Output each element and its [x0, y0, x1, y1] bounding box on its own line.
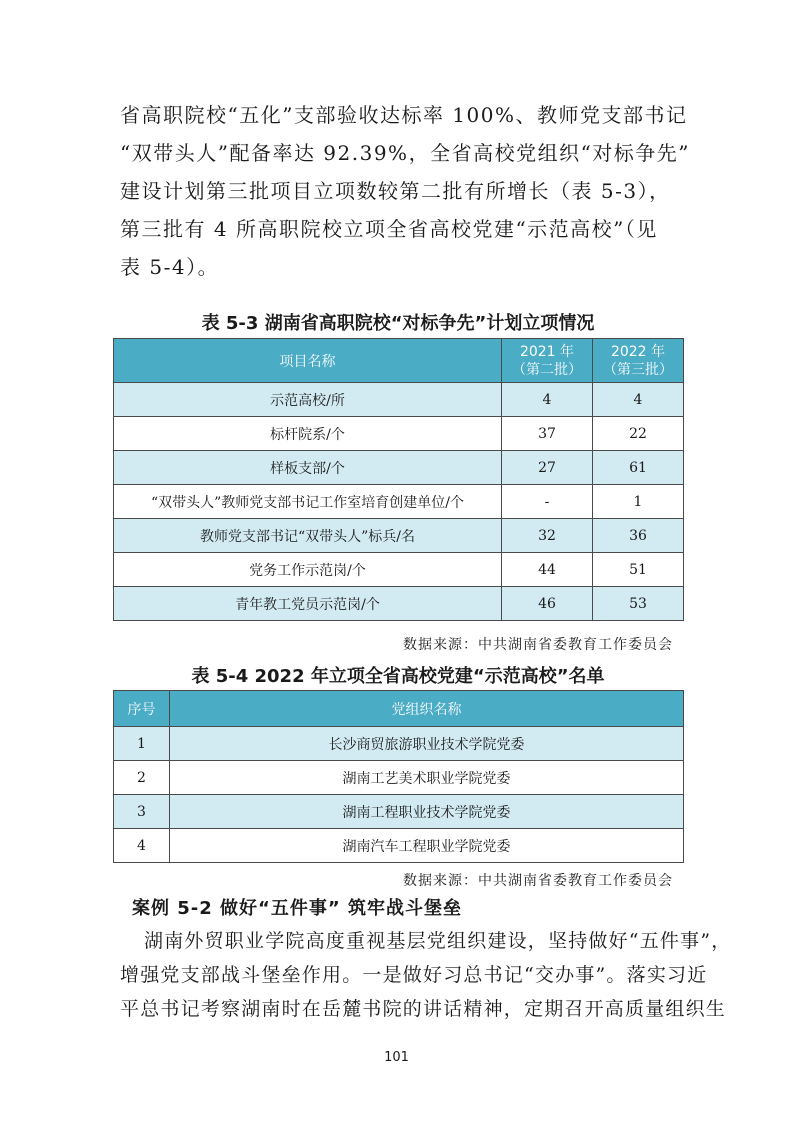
table-row: [114, 383, 684, 417]
cell-2022: 22: [593, 417, 684, 451]
header-2021: [502, 339, 593, 383]
header-project-name: 项目名称: [114, 339, 502, 383]
cell-org: 长沙商贸旅游职业技术学院党委: [170, 727, 684, 761]
table-row: [114, 829, 684, 863]
table-row: [114, 795, 684, 829]
cell-name: 党务工作示范岗/个: [114, 553, 502, 587]
cell-org: 湖南工程职业技术学院党委: [170, 795, 684, 829]
paragraph-line: “双带头人”配备率达 92.39%，全省高校党组织“对标争先”: [120, 141, 691, 165]
cell-2022: 4: [593, 383, 684, 417]
header-2022: [593, 339, 684, 383]
cell-2022: 53: [593, 587, 684, 621]
table-5-4: [113, 690, 684, 863]
cell-2022: 61: [593, 451, 684, 485]
cell-2021: 37: [502, 417, 593, 451]
cell-no: 3: [114, 795, 170, 829]
cell-name: 示范高校/所: [114, 383, 502, 417]
case-title: 案例 5-2 做好“五件事” 筑牢战斗堡垒: [132, 898, 462, 919]
paragraph-line: 建设计划第三批项目立项数较第二批有所增长（表 5-3），: [120, 179, 671, 203]
table-row: [114, 727, 684, 761]
table-row: [114, 761, 684, 795]
cell-name: 样板支部/个: [114, 451, 502, 485]
paragraph-line: 湖南外贸职业学院高度重视基层党组织建设，坚持做好“五件事”，: [144, 930, 732, 952]
cell-2021: 4: [502, 383, 593, 417]
cell-2021: 44: [502, 553, 593, 587]
cell-2021: 46: [502, 587, 593, 621]
table-row: [114, 451, 684, 485]
case-paragraph: [120, 924, 732, 1026]
table-row: [114, 417, 684, 451]
paragraph-line: 省高职院校“五化”支部验收达标率 100%、教师党支部书记: [120, 103, 688, 127]
cell-2021: 27: [502, 451, 593, 485]
paragraph-line: 增强党支部战斗堡垒作用。一是做好习总书记“交办事”。落实习近: [120, 964, 708, 986]
paragraph-line: 平总书记考察湖南时在岳麓书院的讲话精神，定期召开高质量组织生: [120, 998, 727, 1020]
cell-name: 教师党支部书记“双带头人”标兵/名: [114, 519, 502, 553]
table-5-3-title: 表 5-3 湖南省高职院校“对标争先”计划立项情况: [201, 313, 595, 334]
table-5-4-source: 数据来源：中共湖南省委教育工作委员会: [403, 873, 673, 889]
header-serial-no: 序号: [114, 691, 170, 727]
header-2022-year: 2022 年: [610, 343, 666, 360]
table-header-row: [114, 339, 684, 383]
cell-2022: 1: [593, 485, 684, 519]
table-header-row: [114, 691, 684, 727]
table-5-3: [113, 338, 684, 621]
cell-org: 湖南汽车工程职业学院党委: [170, 829, 684, 863]
paragraph-line: 表 5-4）。: [120, 255, 220, 279]
cell-name: 标杆院系/个: [114, 417, 502, 451]
cell-org: 湖南工艺美术职业学院党委: [170, 761, 684, 795]
table-5-3-source: 数据来源：中共湖南省委教育工作委员会: [403, 637, 673, 653]
cell-2021: 32: [502, 519, 593, 553]
cell-2021: -: [502, 485, 593, 519]
table-row: [114, 587, 684, 621]
page-number: 101: [384, 1050, 409, 1065]
header-2022-batch: （第三批）: [603, 361, 673, 378]
cell-name: “双带头人”教师党支部书记工作室培育创建单位/个: [114, 485, 502, 519]
cell-2022: 51: [593, 553, 684, 587]
cell-no: 2: [114, 761, 170, 795]
header-2021-year: 2021 年: [519, 343, 575, 360]
table-row: [114, 485, 684, 519]
table-row: [114, 553, 684, 587]
table-5-4-title: 表 5-4 2022 年立项全省高校党建“示范高校”名单: [191, 666, 605, 687]
cell-no: 1: [114, 727, 170, 761]
paragraph-line: 第三批有 4 所高职院校立项全省高校党建“示范高校”（见: [120, 217, 658, 241]
header-org-name: 党组织名称: [170, 691, 684, 727]
cell-name: 青年教工党员示范岗/个: [114, 587, 502, 621]
cell-2022: 36: [593, 519, 684, 553]
table-row: [114, 519, 684, 553]
header-2021-batch: （第二批）: [512, 361, 582, 378]
intro-paragraph: [120, 96, 691, 286]
cell-no: 4: [114, 829, 170, 863]
